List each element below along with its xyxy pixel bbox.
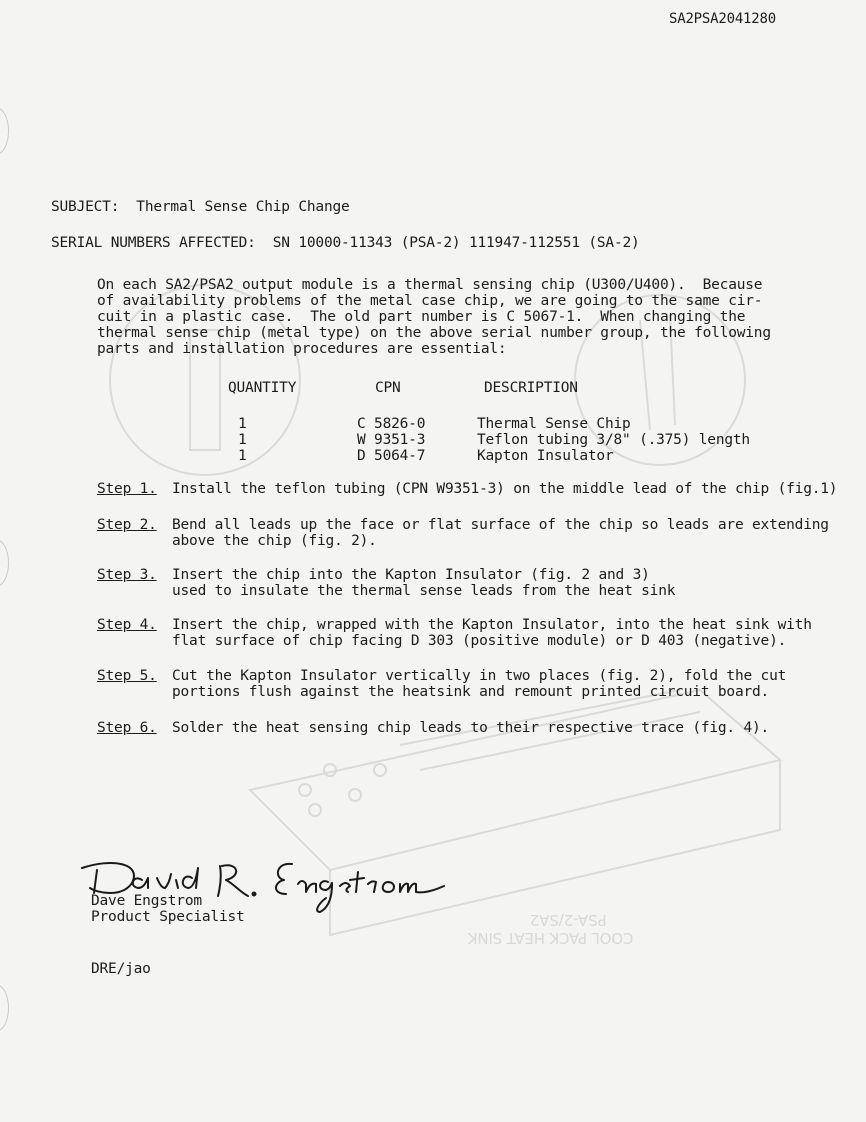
step-label: Step 6. [97, 720, 157, 736]
serial-numbers-line: SERIAL NUMBERS AFFECTED: SN 10000-11343 (PSA-2) 111947-112551 (SA-2) [51, 235, 640, 251]
watermark-line: PSA-2/SA2 [530, 911, 607, 929]
table-cell-quantity: 1 [238, 416, 247, 432]
table-cell-cpn: W 9351-3 [357, 432, 426, 448]
step-label: Step 5. [97, 668, 157, 684]
intro-line: On each SA2/PSA2 output module is a thermal sensing chip (U300/U400). Because [97, 277, 763, 293]
step-text: Solder the heat sensing chip leads to their respective trace (fig. 4). [172, 720, 770, 736]
column-header-description: DESCRIPTION [484, 380, 578, 396]
table-cell-cpn: C 5826-0 [357, 416, 426, 432]
step-text: portions flush against the heatsink and remount printed circuit board. [172, 684, 770, 700]
intro-line: thermal sense chip (metal type) on the above serial number group, the following [97, 325, 771, 341]
subject-line: SUBJECT: Thermal Sense Chip Change [51, 199, 350, 215]
step-label: Step 2. [97, 517, 157, 533]
step-text: Cut the Kapton Insulator vertically in two places (fig. 2), fold the cut [172, 668, 787, 684]
table-cell-quantity: 1 [238, 432, 247, 448]
step-text: Install the teflon tubing (CPN W9351-3) on the middle lead of the chip (fig.1) [172, 481, 838, 497]
table-cell-description: Thermal Sense Chip [477, 416, 631, 432]
table-cell-quantity: 1 [238, 448, 247, 464]
intro-line: cuit in a plastic case. The old part number is C 5067-1. When changing the [97, 309, 746, 325]
column-header-cpn: CPN [375, 380, 401, 396]
signer-name: Dave Engstrom [91, 893, 202, 909]
step-label: Step 3. [97, 567, 157, 583]
typist-initials: DRE/jao [91, 961, 151, 977]
step-text: used to insulate the thermal sense leads from the heat sink [172, 583, 676, 599]
table-cell-cpn: D 5064-7 [357, 448, 426, 464]
step-text: Insert the chip, wrapped with the Kapton Insulator, into the heat sink with [172, 617, 812, 633]
table-cell-description: Kapton Insulator [477, 448, 614, 464]
binder-hole [0, 985, 9, 1031]
table-cell-description: Teflon tubing 3/8" (.375) length [477, 432, 750, 448]
step-text: flat surface of chip facing D 303 (positive module) or D 403 (negative). [172, 633, 787, 649]
step-label: Step 1. [97, 481, 157, 497]
step-text: Bend all leads up the face or flat surface of the chip so leads are extending [172, 517, 829, 533]
step-label: Step 4. [97, 617, 157, 633]
intro-line: of availability problems of the metal case chip, we are going to the same cir- [97, 293, 763, 309]
document-id: SA2PSA2041280 [669, 11, 776, 27]
binder-hole [0, 540, 9, 586]
step-text: Insert the chip into the Kapton Insulator (fig. 2 and 3) [172, 567, 650, 583]
signer-title: Product Specialist [91, 909, 245, 925]
watermark-line: COOL PACK HEAT SINK [468, 929, 634, 947]
column-header-quantity: QUANTITY [228, 380, 297, 396]
step-text: above the chip (fig. 2). [172, 533, 377, 549]
intro-line: parts and installation procedures are essential: [97, 341, 507, 357]
binder-hole [0, 108, 9, 154]
